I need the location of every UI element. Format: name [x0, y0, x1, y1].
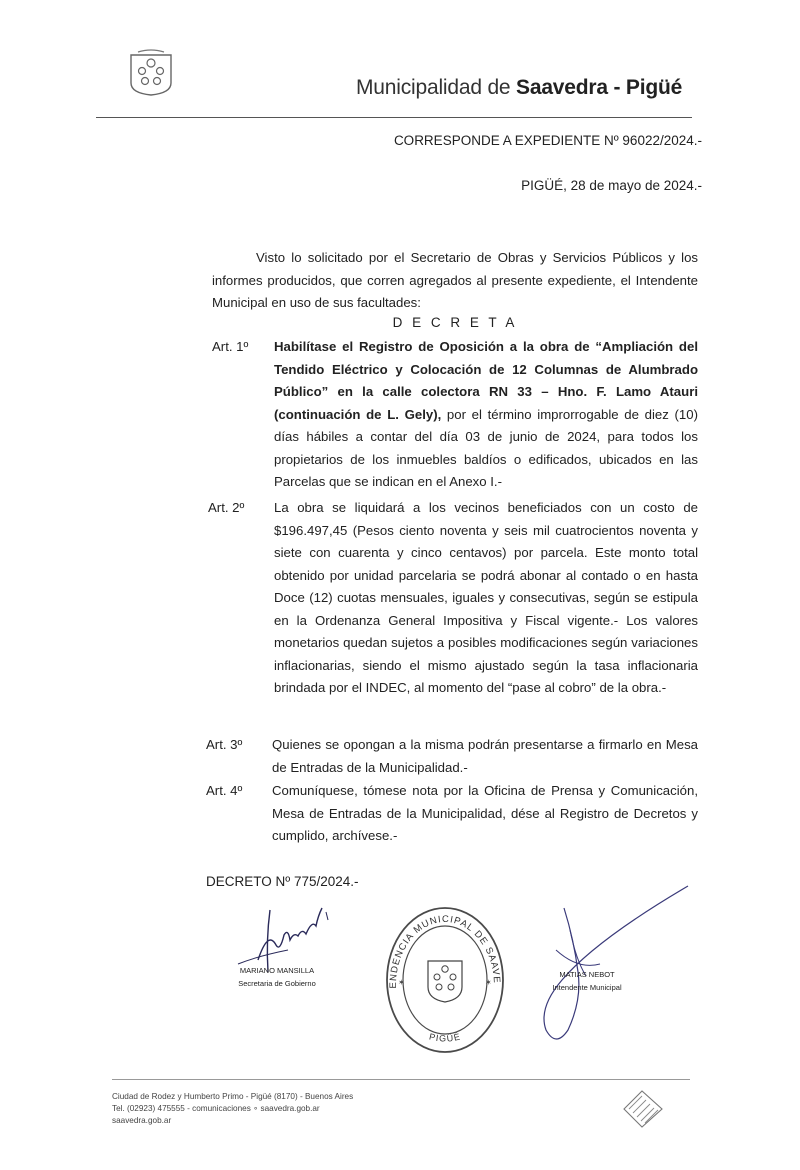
right-signatory-name: MATIAS NEBOT	[559, 970, 615, 979]
seal-text-bottom: PIGÜÉ	[428, 1031, 462, 1044]
svg-text:✶: ✶	[398, 978, 405, 987]
article-label: Art. 1º	[212, 339, 249, 354]
left-signatory-role: Secretaria de Gobierno	[238, 979, 316, 988]
municipal-logo-icon	[128, 49, 174, 97]
article-label: Art. 3º	[206, 737, 243, 752]
footer-contact: Tel. (02923) 475555 - comunicaciones ∘ saavedra.gob.ar	[112, 1104, 320, 1113]
article-label: Art. 2º	[208, 500, 245, 515]
decreto-number: DECRETO Nº 775/2024.-	[206, 874, 359, 889]
header-title-regular: Municipalidad de	[356, 76, 517, 99]
article-text	[274, 336, 698, 494]
seal-text-top: ENDENCIA MUNICIPAL DE SAAVE	[387, 913, 503, 989]
article-label: Art. 4º	[206, 783, 243, 798]
article-text: La obra se liquidará a los vecinos beneficiados con un costo de $196.497,45 (Pesos ciento noventa y seis mil cuatrocientos noventa y siete con cuarenta y cinco centavos) por parcela. Este monto total obtenido por unidad parcelaria se podrá abonar al contado o en hasta Doce (12) cuotas mensuales, iguales y consecutivas, según se estipula en la Ordenanza General Impositiva y Fiscal vigente.- Los valores monetarios quedan sujetos a posibles modificaciones según variaciones inflacionarias, siendo el mismo ajustado según la tasa inflacionaria brindada por el INDEC, al momento del “pase al cobro” de la obra.-	[274, 500, 698, 695]
article-text: Quienes se opongan a la misma podrán presentarse a firmarlo en Mesa de Entradas de la Municipalidad.-	[272, 737, 698, 775]
footer-address: Ciudad de Rodez y Humberto Primo - Pigüé (8170) - Buenos Aires	[112, 1092, 354, 1101]
right-signatory-role: Intendente Municipal	[552, 983, 622, 992]
left-signatory-name: MARIANO MANSILLA	[239, 966, 315, 975]
intro-paragraph: Visto lo solicitado por el Secretario de Obras y Servicios Públicos y los informes producidos, que corren agregados al presente expediente, el Intendente Municipal en uso de sus facultades:	[212, 250, 698, 310]
article-1-text: por el término improrrogable de diez (10) días hábiles a contar del día 03 de junio de 2024, para todos los propietarios de los inmuebles baldíos o edificados, ubicados en las Parcelas que se indican en el Anexo I.-	[274, 406, 698, 489]
svg-text:PIGÜÉ	[428, 1031, 462, 1043]
article-1-bold-text: Habilítase el Registro de Oposición a la obra de “Ampliación del Tendido Eléctrico y Colocación de 12 Columnas de Alumbrado Público” en la calle colectora RN 33 – Hno. F. Lamo Atauri (continuación de L. Gely),	[274, 339, 698, 422]
footer-divider	[112, 1079, 690, 1080]
svg-text:INTENDENCIA MUNICIPAL DE SAAVE	[384, 905, 502, 989]
footer-website: saavedra.gob.ar	[112, 1116, 172, 1125]
header-title-bold: Saavedra - Pigüé	[516, 76, 683, 99]
expediente-reference: CORRESPONDE A EXPEDIENTE Nº 96022/2024.-	[393, 133, 702, 148]
svg-text:✶: ✶	[485, 978, 492, 987]
right-signature-block	[532, 970, 642, 992]
right-signature-scribble	[516, 880, 706, 1050]
left-signature-block	[222, 966, 332, 988]
decreta-heading: D E C R E T A	[392, 315, 518, 330]
footer-emblem-icon	[620, 1087, 666, 1131]
document-date: PIGÜÉ, 28 de mayo de 2024.-	[521, 178, 702, 193]
header-divider	[96, 117, 692, 118]
article-text: Comuníquese, tómese nota por la Oficina de Prensa y Comunicación, Mesa de Entradas de la Municipalidad, dése al Registro de Decretos y cumplido, archívese.-	[272, 783, 698, 843]
header-title	[356, 76, 682, 100]
municipal-seal-icon	[384, 905, 506, 1055]
footer	[112, 1091, 353, 1127]
